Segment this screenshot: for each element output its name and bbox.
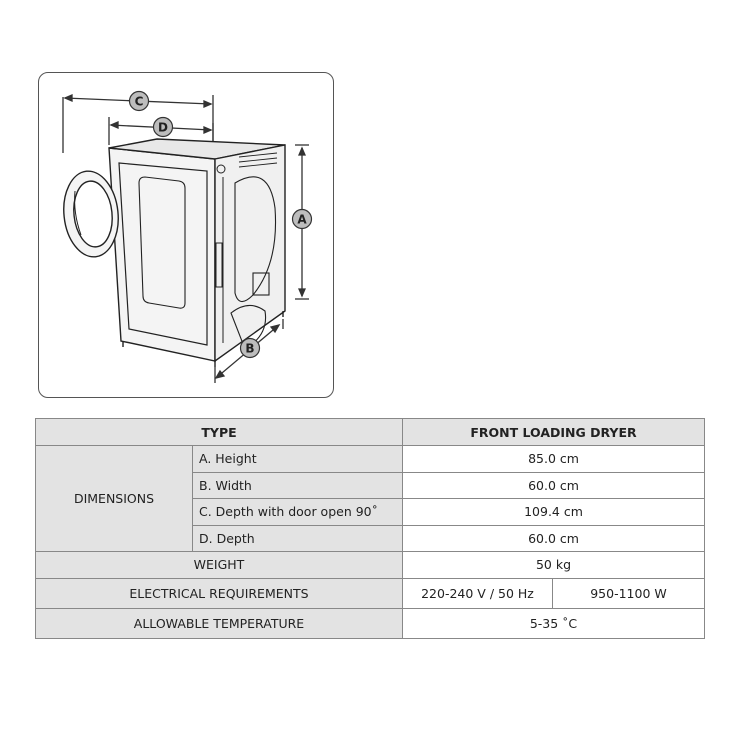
electrical-voltage-value: 220-240 V / 50 Hz <box>403 578 553 608</box>
dimensions-label: DIMENSIONS <box>36 446 193 552</box>
electrical-label: ELECTRICAL REQUIREMENTS <box>36 578 403 608</box>
dimension-width-label: B. Width <box>193 472 403 499</box>
electrical-power-value: 950-1100 W <box>553 578 705 608</box>
specification-table <box>35 418 705 639</box>
dimension-width-value: 60.0 cm <box>403 472 705 499</box>
dryer-illustration <box>39 73 335 399</box>
dimension-depth-door-open-value: 109.4 cm <box>403 499 705 526</box>
label-b-badge <box>241 339 260 358</box>
table-row <box>36 578 705 608</box>
temperature-label: ALLOWABLE TEMPERATURE <box>36 608 403 638</box>
dimension-depth-door-open-label: C. Depth with door open 90˚ <box>193 499 403 526</box>
dryer-body <box>109 139 285 367</box>
weight-value: 50 kg <box>403 552 705 579</box>
label-c: C <box>134 94 144 109</box>
dryer-dimension-diagram <box>38 72 334 398</box>
table-row <box>36 552 705 579</box>
weight-label: WEIGHT <box>36 552 403 579</box>
table-row <box>36 446 705 473</box>
dimension-depth-label: D. Depth <box>193 525 403 552</box>
temperature-value: 5-35 ˚C <box>403 608 705 638</box>
label-d: D <box>158 120 168 135</box>
dimension-height-value: 85.0 cm <box>403 446 705 473</box>
type-value-header: FRONT LOADING DRYER <box>403 419 705 446</box>
table-row <box>36 608 705 638</box>
label-a: A <box>297 212 307 227</box>
table-header-row <box>36 419 705 446</box>
dimension-depth-value: 60.0 cm <box>403 525 705 552</box>
label-d-badge <box>154 118 173 137</box>
label-c-badge <box>130 92 149 111</box>
label-a-badge <box>293 210 312 229</box>
type-header: TYPE <box>36 419 403 446</box>
label-b: B <box>245 341 255 356</box>
dimension-height-label: A. Height <box>193 446 403 473</box>
